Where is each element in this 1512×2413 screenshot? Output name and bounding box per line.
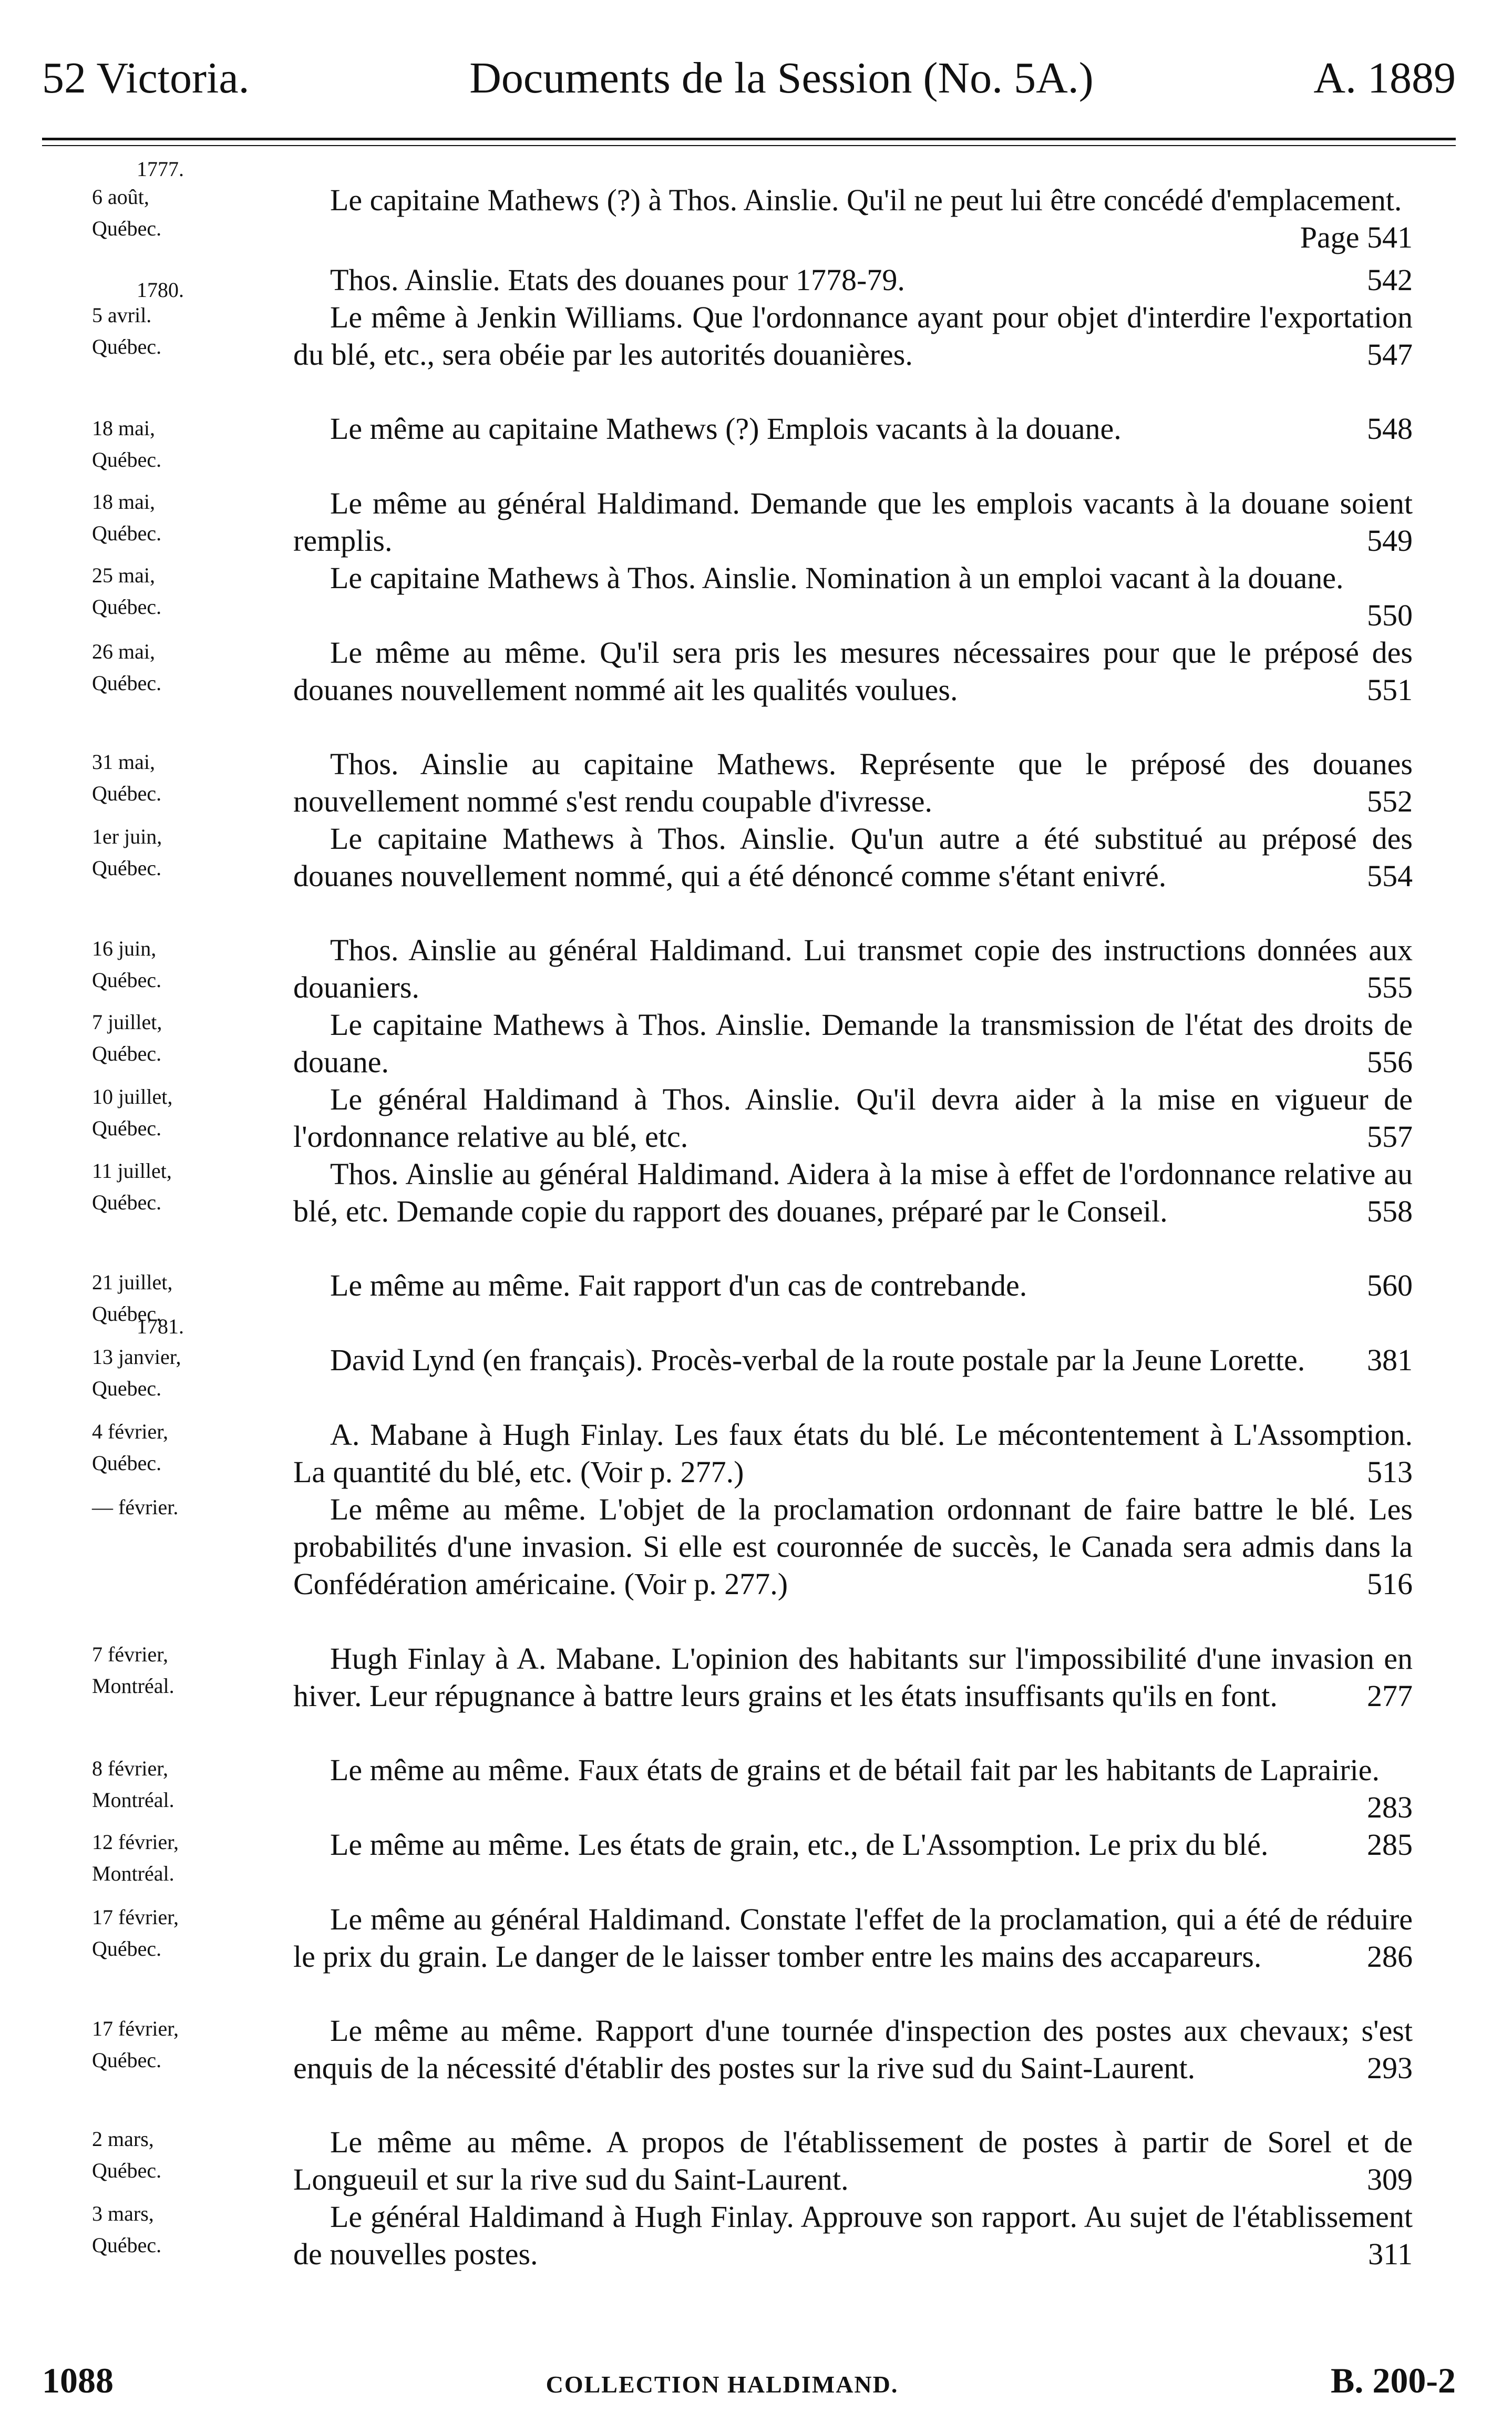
entry-description: Thos. Ainslie au général Haldimand. Lui transmet copie des instructions données aux douaniers.: [293, 933, 1413, 1004]
entry-date: 7 juillet, Québec.: [92, 1010, 162, 1065]
entry-date: 16 juin, Québec.: [92, 937, 162, 992]
entry-page-ref: 554: [1367, 859, 1413, 893]
year-heading: 1777.: [137, 157, 184, 181]
entry-page-ref: 552: [1367, 784, 1413, 818]
entry-date: 18 mai, Québec.: [92, 490, 162, 545]
entry-date: 17 février, Québec.: [92, 2017, 179, 2072]
entry-date: 1er juin, Québec.: [92, 825, 162, 880]
entry-text: [293, 1341, 1413, 1379]
entry-page-ref: 549: [1367, 523, 1413, 558]
entry-text: [293, 1416, 1413, 1491]
entry-page-ref: 283: [1367, 1790, 1413, 1824]
entry-text: [293, 181, 1413, 256]
entry-page-ref: 556: [1367, 1045, 1413, 1079]
entry-text: [293, 559, 1413, 634]
entry-page-ref: 286: [1367, 1939, 1413, 1974]
entry-date: 21 juillet, Québec.: [92, 1270, 173, 1326]
entry-description: Le même au même. Faux états de grains et de bétail fait par les habitants de Laprairie.: [330, 1753, 1380, 1787]
entry-page-ref: 513: [1367, 1455, 1413, 1489]
entry-text: [293, 2123, 1413, 2198]
entry-description: Thos. Ainslie au général Haldimand. Aidera à la mise à effet de l'ordonnance relative au blé, etc. Demande copie du rapport des douanes, préparé par le Conseil.: [293, 1157, 1413, 1228]
entry-description: Le capitaine Mathews (?) à Thos. Ainslie. Qu'il ne peut lui être concédé d'emplacement.: [330, 183, 1402, 217]
entry-text: [293, 745, 1413, 820]
entry-page-ref: 516: [1367, 1567, 1413, 1601]
entry-page-ref: 311: [1368, 2237, 1413, 2271]
entry-text: [293, 1081, 1413, 1155]
entry-page-ref: Page 541: [1300, 220, 1413, 254]
entry-text: [293, 634, 1413, 709]
entry-date: 13 janvier, Quebec.: [92, 1345, 181, 1400]
entry-date: 6 août, Québec.: [92, 185, 162, 240]
header-title: Documents de la Session (No. 5A.): [469, 54, 1094, 102]
signature-mark: B. 200-2: [1330, 2360, 1456, 2400]
entry-text: [293, 931, 1413, 1006]
entry-date: 31 mai, Québec.: [92, 750, 162, 805]
collection-name: COLLECTION HALDIMAND.: [546, 2371, 899, 2398]
entry-page-ref: 548: [1367, 412, 1413, 446]
entry-date: 4 février, Québec.: [92, 1420, 168, 1475]
entry-description: Le même au même. A propos de l'établissement de postes à partir de Sorel et de Longueuil et sur la rive sud du Saint-Laurent.: [293, 2125, 1413, 2196]
entry-text: [293, 261, 1413, 299]
entry-page-ref: 381: [1367, 1343, 1413, 1377]
entry-page-ref: 293: [1367, 2051, 1413, 2085]
entry-description: Le même au capitaine Mathews (?) Emplois vacants à la douane.: [330, 412, 1122, 446]
entry-text: [293, 1491, 1413, 1603]
entry-date: 25 mai, Québec.: [92, 563, 162, 619]
running-header: [42, 53, 1456, 110]
entry-text: [293, 1155, 1413, 1230]
entry-description: Le capitaine Mathews à Thos. Ainslie. Demande la transmission de l'état des droits de douane.: [293, 1008, 1413, 1079]
entry-date: 10 juillet, Québec.: [92, 1085, 173, 1140]
entry-page-ref: 560: [1367, 1268, 1413, 1302]
entry-description: Le général Haldimand à Hugh Finlay. Approuve son rapport. Au sujet de l'établissement de nouvelles postes.: [293, 2200, 1413, 2271]
entry-text: [293, 1751, 1413, 1826]
entry-description: Thos. Ainslie. Etats des douanes pour 1778-79.: [330, 263, 905, 297]
entry-description: Le même au même. Fait rapport d'un cas de contrebande.: [330, 1268, 1027, 1302]
entry-text: [293, 410, 1413, 447]
entry-text: [293, 820, 1413, 895]
year-heading: 1780.: [137, 278, 184, 302]
entry-description: Thos. Ainslie au capitaine Mathews. Représente que le préposé des douanes nouvellement nommé s'est rendu coupable d'ivresse.: [293, 747, 1413, 818]
entry-page-ref: 555: [1367, 970, 1413, 1004]
running-footer: [42, 2360, 1456, 2402]
page-number: 1088: [42, 2360, 114, 2400]
entry-page-ref: 285: [1367, 1827, 1413, 1862]
entry-date: 18 mai, Québec.: [92, 416, 162, 471]
entry-page-ref: 542: [1367, 263, 1413, 297]
entry-description: Le même à Jenkin Williams. Que l'ordonnance ayant pour objet d'interdire l'exportation du blé, etc., sera obéie par les autorités douanières.: [293, 300, 1413, 372]
entry-date: 5 avril. Québec.: [92, 303, 162, 358]
entry-date: 17 février, Québec.: [92, 1905, 179, 1960]
entry-description: Le capitaine Mathews à Thos. Ainslie. Nomination à un emploi vacant à la douane.: [330, 561, 1344, 595]
entry-description: Hugh Finlay à A. Mabane. L'opinion des habitants sur l'impossibilité d'une invasion en hiver. Leur répugnance à battre leurs grains et les états insuffisants qu'ils en font.: [293, 1641, 1413, 1713]
entry-page-ref: 551: [1367, 673, 1413, 707]
entry-description: Le même au même. Rapport d'une tournée d'inspection des postes aux chevaux; s'est enquis de la nécessité d'établir des postes sur la rive sud du Saint-Laurent.: [293, 2014, 1413, 2085]
entry-text: [293, 1006, 1413, 1081]
entry-date: — février.: [92, 1495, 179, 1519]
entry-text: [293, 299, 1413, 373]
entry-text: [293, 2012, 1413, 2087]
entry-description: Le même au même. L'objet de la proclamation ordonnant de faire battre le blé. Les probabilités d'une invasion. Si elle est couronnée de succès, le Canada sera admis dans la Confédération américaine. (Voir p. 277.): [293, 1492, 1413, 1601]
entry-description: Le même au général Haldimand. Demande que les emplois vacants à la douane soient remplis.: [293, 486, 1413, 558]
entry-page-ref: 547: [1367, 337, 1413, 372]
header-rule-thin: [42, 145, 1456, 146]
entry-page-ref: 558: [1367, 1194, 1413, 1228]
entry-date: 11 juillet, Québec.: [92, 1159, 172, 1214]
entry-date: 12 février, Montréal.: [92, 1830, 179, 1885]
entry-text: [293, 1267, 1413, 1304]
header-rule-thick: [42, 138, 1456, 140]
entry-page-ref: 557: [1367, 1120, 1413, 1154]
entry-description: David Lynd (en français). Procès-verbal de la route postale par la Jeune Lorette.: [330, 1343, 1305, 1377]
entry-page-ref: 550: [1367, 598, 1413, 632]
entry-text: [293, 1901, 1413, 1975]
entry-description: Le capitaine Mathews à Thos. Ainslie. Qu'un autre a été substitué au préposé des douanes nouvellement nommé, qui a été dénoncé comme s'étant enivré.: [293, 822, 1413, 893]
entry-text: [293, 1826, 1413, 1863]
entry-description: Le même au même. Qu'il sera pris les mesures nécessaires pour que le préposé des douanes nouvellement nommé ait les qualités voulues.: [293, 635, 1413, 707]
entry-description: Le général Haldimand à Thos. Ainslie. Qu'il devra aider à la mise en vigueur de l'ordonnance relative au blé, etc.: [293, 1082, 1413, 1154]
entry-text: [293, 485, 1413, 559]
entry-date: 3 mars, Québec.: [92, 2202, 162, 2257]
header-session-year: 52 Victoria.: [42, 54, 250, 102]
entry-date: 2 mars, Québec.: [92, 2127, 162, 2182]
header-year: A. 1889: [1313, 54, 1456, 102]
entry-date: 7 février, Montréal.: [92, 1642, 174, 1698]
entry-page-ref: 277: [1367, 1679, 1413, 1713]
entry-date: 8 février, Montréal.: [92, 1757, 174, 1812]
entry-text: [293, 2198, 1413, 2273]
entry-text: [293, 1640, 1413, 1714]
entry-page-ref: 309: [1367, 2162, 1413, 2196]
entry-description: A. Mabane à Hugh Finlay. Les faux états du blé. Le mécontentement à L'Assomption. La quantité du blé, etc. (Voir p. 277.): [293, 1418, 1413, 1489]
entry-date: 26 mai, Québec.: [92, 640, 162, 695]
entry-description: Le même au même. Les états de grain, etc., de L'Assomption. Le prix du blé.: [330, 1827, 1269, 1862]
entry-description: Le même au général Haldimand. Constate l'effet de la proclamation, qui a été de réduire le prix du grain. Le danger de le laisser tomber entre les mains des accapareurs.: [293, 1902, 1413, 1974]
year-heading: 1781.: [137, 1315, 184, 1338]
